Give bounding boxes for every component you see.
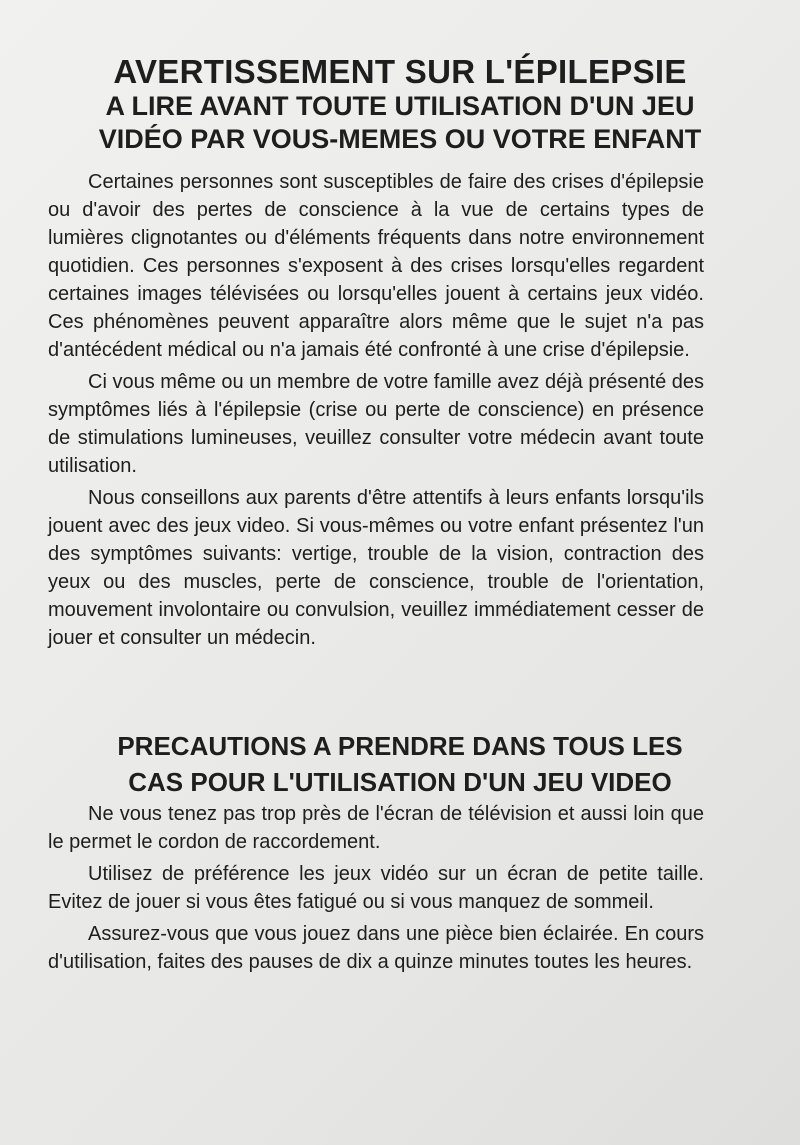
warning-paragraph-1: Certaines personnes sont susceptibles de faire des crises d'épilepsie ou d'avoir des pertes de conscience à la vue de certains types de lumières clignotantes ou d'éléments fréquents dans notre environnement quotidien. Ces personnes s'exposent à des crises lorsqu'elles regardent certaines images télévisées ou lorsqu'elles jouent à certains jeux vidéo. Ces phénomènes peuvent apparaître alors même que le sujet n'a pas d'antécédent médical ou n'a jamais été confronté à une crise d'épilepsie. xyxy=(48,171,704,361)
page-subtitle xyxy=(40,90,760,156)
precautions-body xyxy=(48,800,704,980)
subtitle-line-1: A LIRE AVANT TOUTE UTILISATION D'UN JEU xyxy=(105,91,695,121)
page-title: AVERTISSEMENT SUR L'ÉPILEPSIE xyxy=(113,53,687,90)
precautions-heading xyxy=(40,728,760,800)
precaution-paragraph-3: Assurez-vous que vous jouez dans une pièce bien éclairée. En cours d'utilisation, faites des pauses de dix a quinze minutes toutes les heures. xyxy=(48,923,704,973)
subtitle-line-2: VIDÉO PAR VOUS-MEMES OU VOTRE ENFANT xyxy=(98,124,702,154)
warning-paragraph-2: Ci vous même ou un membre de votre famille avez déjà présenté des symptômes liés à l'épilepsie (crise ou perte de conscience) en présence de stimulations lumineuses, veuillez consulter votre médecin avant toute utilisation. xyxy=(48,371,704,477)
precaution-paragraph-2: Utilisez de préférence les jeux vidéo sur un écran de petite taille. Evitez de jouer si vous êtes fatigué ou si vous manquez de sommeil. xyxy=(48,863,704,913)
precautions-heading-line-2: CAS POUR L'UTILISATION D'UN JEU VIDEO xyxy=(128,767,672,797)
warning-paragraph-3: Nous conseillons aux parents d'être attentifs à leurs enfants lorsqu'ils jouent avec des jeux video. Si vous-mêmes ou votre enfant présentez l'un des symptômes suivants: vertige, trouble de la vision, contraction des yeux ou des muscles, perte de conscience, trouble de l'orientation, mouvement involontaire ou convulsion, veuillez immédiatement cesser de jouer et consulter un médecin. xyxy=(48,487,704,649)
warning-body xyxy=(48,168,704,656)
precautions-heading-line-1: PRECAUTIONS A PRENDRE DANS TOUS LES xyxy=(117,731,683,761)
precaution-paragraph-1: Ne vous tenez pas trop près de l'écran de télévision et aussi loin que le permet le cordon de raccordement. xyxy=(48,803,704,853)
